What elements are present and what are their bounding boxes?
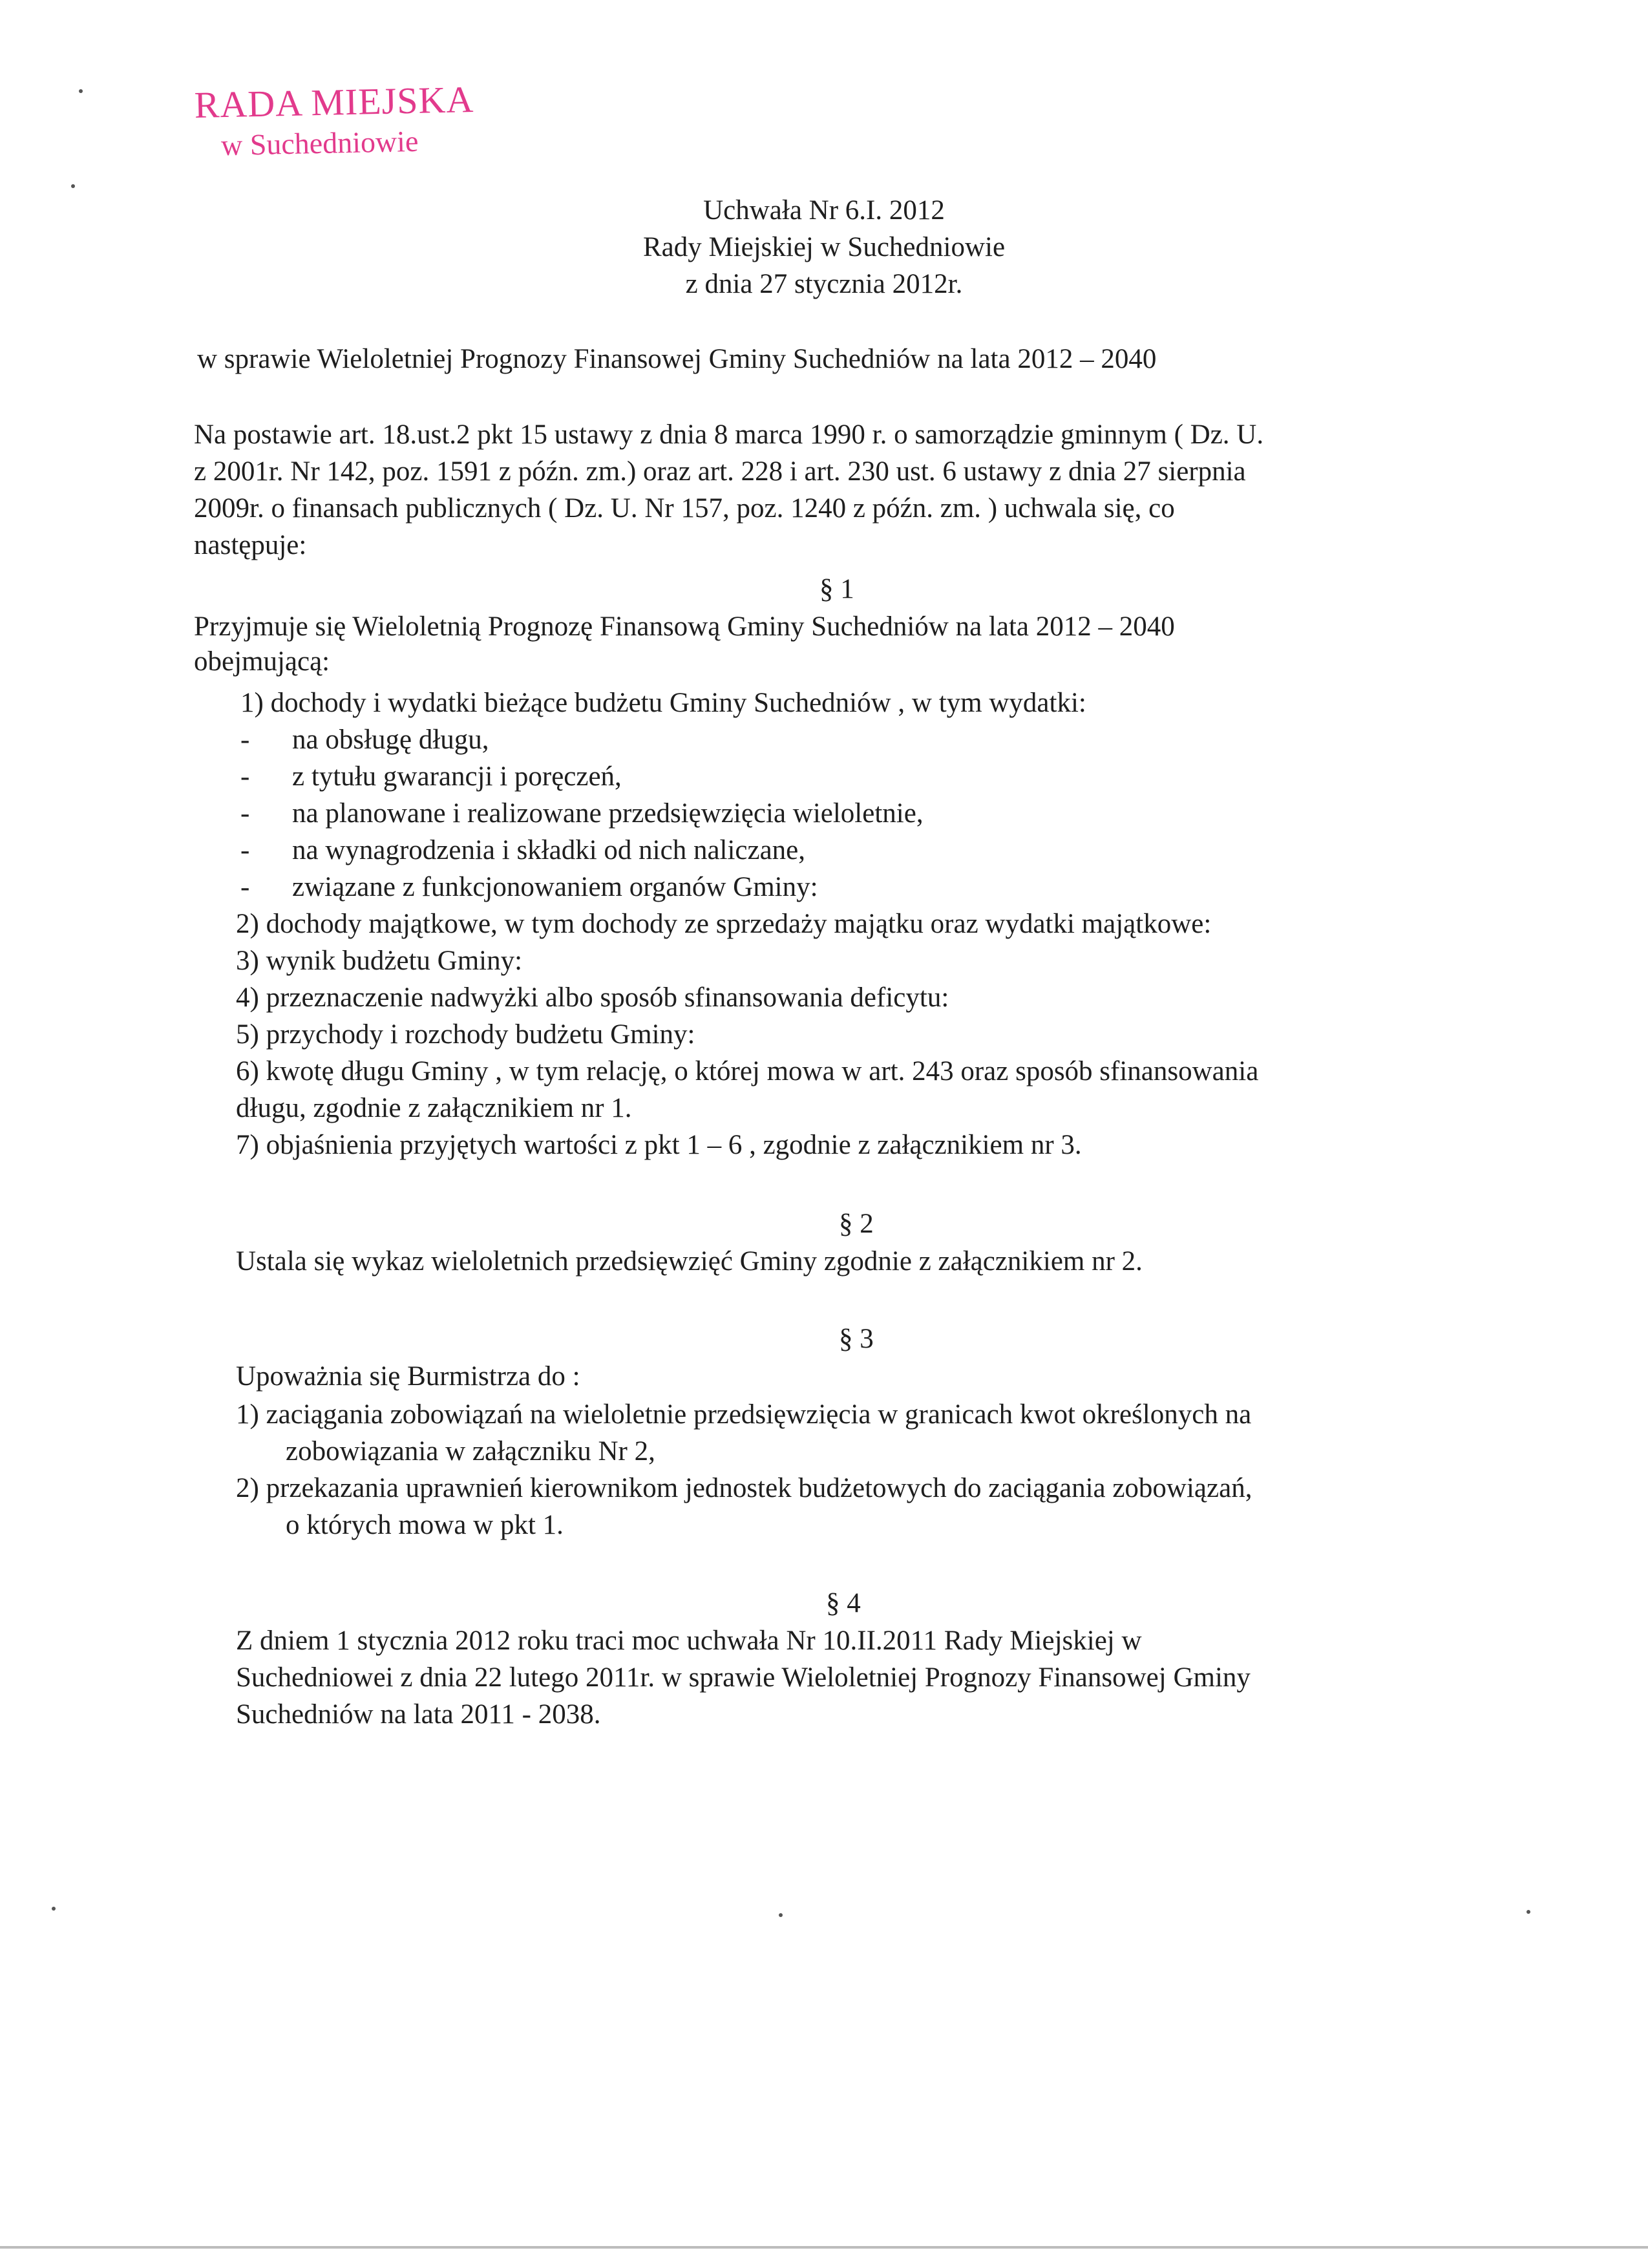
section-1-subitem: - na wynagrodzenia i składki od nich naliczane,: [240, 832, 805, 869]
section-3-item: o których mowa w pkt 1.: [286, 1510, 564, 1540]
section-1-intro: obejmującą:: [194, 646, 330, 677]
resolution-subject: w sprawie Wieloletniej Prognozy Finansowej Gminy Suchedniów na lata 2012 – 2040: [197, 344, 1157, 374]
council-stamp: [194, 77, 475, 164]
section-3-item: zobowiązania w załączniku Nr 2,: [286, 1436, 655, 1467]
section-1-subitem: - związane z funkcjonowaniem organów Gminy:: [240, 869, 818, 906]
section-4-text: Suchedniów na lata 2011 - 2038.: [236, 1699, 601, 1730]
paragraph-mark-2: § 2: [839, 1209, 874, 1239]
scan-edge-line: [0, 2246, 1648, 2249]
section-1-item: długu, zgodnie z załącznikiem nr 1.: [236, 1093, 632, 1123]
dash-marker: -: [240, 761, 250, 792]
section-1-item: 1) dochody i wydatki bieżące budżetu Gminy Suchedniów , w tym wydatki:: [240, 688, 1086, 718]
section-4-text: Suchedniowei z dnia 22 lutego 2011r. w sprawie Wieloletniej Prognozy Finansowej Gminy: [236, 1662, 1251, 1693]
resolution-title: Uchwała Nr 6.I. 2012: [703, 195, 945, 226]
scan-speck: [779, 1913, 783, 1917]
section-1-intro: Przyjmuje się Wieloletnią Prognozę Finansową Gminy Suchedniów na lata 2012 – 2040: [194, 611, 1175, 642]
scan-speck: [52, 1907, 56, 1911]
section-1-item: 6) kwotę długu Gminy , w tym relację, o której mowa w art. 243 oraz sposób sfinansowania: [236, 1056, 1259, 1086]
scan-speck: [1527, 1910, 1530, 1914]
dash-marker: -: [240, 725, 250, 755]
section-1-item: 5) przychody i rozchody budżetu Gminy:: [236, 1019, 695, 1050]
dash-marker: -: [240, 835, 250, 865]
dash-marker: -: [240, 798, 250, 829]
scan-speck: [79, 89, 83, 93]
legal-basis-line: następuje:: [194, 530, 307, 560]
section-1-subitem: - na obsługę długu,: [240, 722, 489, 758]
section-3-item: 1) zaciągania zobowiązań na wieloletnie przedsięwzięcia w granicach kwot określonych na: [236, 1399, 1252, 1430]
resolution-body: Rady Miejskiej w Suchedniowie: [642, 232, 1006, 262]
paragraph-mark-4: § 4: [826, 1588, 861, 1618]
stamp-line-2: w Suchedniowie: [220, 124, 419, 162]
legal-basis-line: Na postawie art. 18.ust.2 pkt 15 ustawy z dnia 8 marca 1990 r. o samorządzie gminnym ( Dz. U.: [194, 419, 1264, 450]
section-1-subitem: - na planowane i realizowane przedsięwzięcia wieloletnie,: [240, 796, 924, 832]
resolution-date: z dnia 27 stycznia 2012r.: [685, 269, 963, 299]
legal-basis-line: 2009r. o finansach publicznych ( Dz. U. Nr 157, poz. 1240 z późn. zm. ) uchwala się, co: [194, 493, 1175, 524]
section-3-item: 2) przekazania uprawnień kierownikom jednostek budżetowych do zaciągania zobowiązań,: [236, 1473, 1252, 1503]
section-1-item: 3) wynik budżetu Gminy:: [236, 946, 523, 976]
paragraph-mark-3: § 3: [839, 1324, 874, 1354]
paragraph-mark-1: § 1: [819, 574, 854, 604]
section-1-item: 7) objaśnienia przyjętych wartości z pkt 1 – 6 , zgodnie z załącznikiem nr 3.: [236, 1130, 1082, 1160]
legal-basis-line: z 2001r. Nr 142, poz. 1591 z późn. zm.) oraz art. 228 i art. 230 ust. 6 ustawy z dnia 27 sierpnia: [194, 456, 1246, 487]
section-1-subitem: - z tytułu gwarancji i poręczeń,: [240, 759, 622, 795]
section-2-text: Ustala się wykaz wieloletnich przedsięwzięć Gminy zgodnie z załącznikiem nr 2.: [236, 1246, 1143, 1277]
section-4-text: Z dniem 1 stycznia 2012 roku traci moc uchwała Nr 10.II.2011 Rady Miejskiej w: [236, 1626, 1142, 1656]
scan-speck: [71, 184, 75, 188]
dash-marker: -: [240, 872, 250, 902]
stamp-line-1: RADA MIEJSKA: [194, 78, 474, 126]
section-3-intro: Upoważnia się Burmistrza do :: [236, 1361, 580, 1392]
section-1-item: 2) dochody majątkowe, w tym dochody ze sprzedaży majątku oraz wydatki majątkowe:: [236, 909, 1212, 939]
section-1-item: 4) przeznaczenie nadwyżki albo sposób sfinansowania deficytu:: [236, 982, 949, 1013]
